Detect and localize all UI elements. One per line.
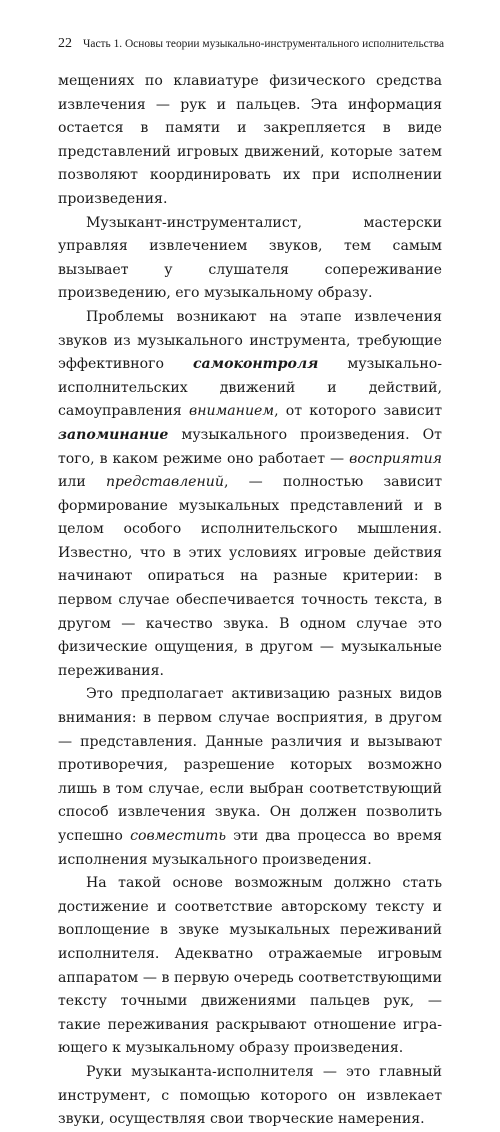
paragraph xyxy=(58,212,442,306)
text-run: , — полностью зависит формирование музыкальных представлений и в целом особого исполнительского мышления. Известно, что в этих условиях игровые действия начинают опираться на разные критерии: в первом случае обеспечивается точность текста, в другом — качество звука. В одном случае это физические ощущения, в другом — музыкальные переживания. xyxy=(58,474,442,679)
text-run: , от которого зависит xyxy=(274,403,443,420)
page-number: 22 xyxy=(58,36,72,51)
text-run: На такой основе возможным должно стать достижение и соответствие авторскому тексту и воплощение в звуке музыкальных переживаний исполнителя. Адекватно отражаемые игровым аппаратом — в первую очередь соответствующими тексту точными движениями пальцев рук, — такие переживания раскрывают отношение играющего к музыкальному образу произведения. xyxy=(58,875,442,1057)
emphasis: представлений xyxy=(105,474,224,491)
emphasis: совместить xyxy=(130,828,227,844)
text-run: Руки музыканта-исполнителя — это главный инструмент, с помощью которого он извлекает звуки, осуществляя свои творческие намерения. xyxy=(58,1063,442,1128)
running-title: Часть 1. Основы теории музыкально-инструментального исполнительства xyxy=(83,38,444,50)
paragraph xyxy=(58,306,442,684)
text-run: или xyxy=(58,474,106,491)
paragraph xyxy=(58,70,442,212)
text-run: музыкально-исполнительских движений и действий, самоуправления xyxy=(58,356,442,420)
key-term: запоминание xyxy=(58,426,169,443)
text-run: мещениях по клавиатуре физического средства извлечения — рук и пальцев. Эта информация остается в памяти и закрепляется в виде представлений игровых движений, которые затем позволяют координировать их при исполнении произведения. xyxy=(58,73,442,207)
emphasis: восприятия xyxy=(349,450,442,467)
text-run: музыкального произведения. От того, в каком режиме оно работает — xyxy=(58,426,442,467)
paragraph xyxy=(58,872,442,1061)
paragraph xyxy=(58,1061,442,1132)
paragraph xyxy=(58,683,442,872)
body-text xyxy=(58,70,442,1132)
emphasis: вниманием xyxy=(189,403,275,420)
key-term: самоконтроля xyxy=(192,356,319,373)
page-header xyxy=(58,36,444,52)
text-run: эти два процесса во время исполнения музыкального произведения. xyxy=(58,828,442,868)
text-run: Музыкант-инструменталист, мастерски управляя извлечением звуков, тем самым вызывает у слушателя сопереживание произведению, его музыкальному образу. xyxy=(58,214,442,302)
text-run: Проблемы возникают на этапе извлечения звуков из музыкального инструмента, требующие эффективного xyxy=(58,308,442,373)
text-run: Это предполагает активизацию разных видов внимания: в первом случае восприятия, в другом — представления. Данные различия и вызывают противоречия, разрешение которых возможно лишь в том случае, если выбран соответствующий способ извлечения звука. Он должен позволить успешно xyxy=(58,686,442,844)
